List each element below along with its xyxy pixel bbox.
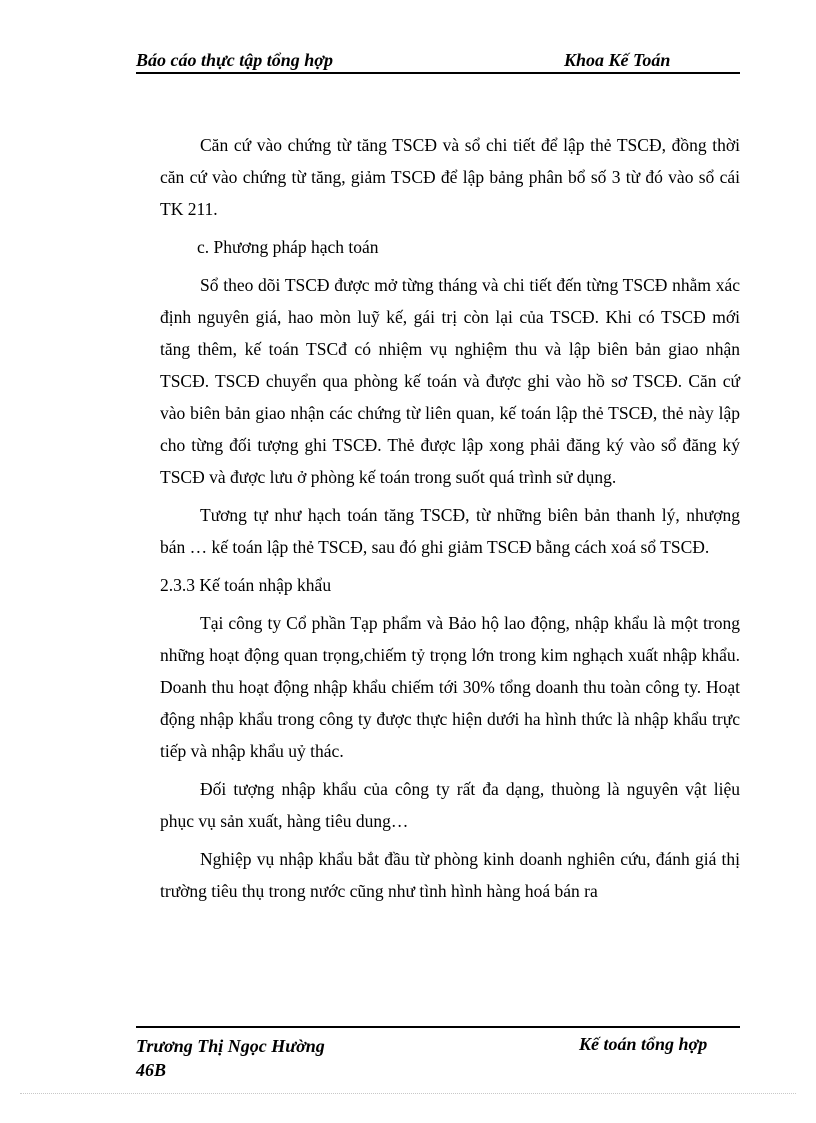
header-faculty: Khoa Kế Toán [564,50,671,70]
paragraph-6: Nghiệp vụ nhập khẩu bắt đầu từ phòng kinh doanh nghiên cứu, đánh giá thị trường tiêu thụ trong nước cũng như tình hình hàng hoá bán ra [160,849,740,901]
page-header [136,48,740,74]
paragraph-1: Căn cứ vào chứng từ tăng TSCĐ và sổ chi tiết để lập thẻ TSCĐ, đồng thời căn cứ vào chứng từ tăng, giảm TSCĐ để lập bảng phân bổ số 3 từ đó vào sổ cái TK 211. [160,135,740,219]
footer-class: 46B [136,1060,167,1080]
paragraph-5: Đối tượng nhập khẩu của công ty rất đa dạng, thuòng là nguyên vật liệu phục vụ sản xuất, hàng tiêu dung… [160,779,740,831]
paragraph-2: Sổ theo dõi TSCĐ được mở từng tháng và chi tiết đến từng TSCĐ nhằm xác định nguyên giá, hao mòn luỹ kế, gái trị còn lại của TSCĐ. Khi có TSCĐ mới tăng thêm, kế toán TSCđ có nhiệm vụ nghiệm thu và lập biên bản giao nhận TSCĐ. TSCĐ chuyển qua phòng kế toán và được ghi vào hồ sơ TSCĐ. Căn cứ vào biên bản giao nhận các chứng từ liên quan, kế toán lập thẻ TSCĐ, thẻ này lập cho từng đối tượng ghi TSCĐ. Thẻ được lập xong phải đăng ký vào sổ đăng ký TSCĐ và được lưu ở phòng kế toán trong suốt quá trình sử dụng. [160,275,740,487]
footer-author: Trương Thị Ngọc Hường [136,1036,325,1056]
page-body [160,129,740,907]
footer-major: Kế toán tổng hợp [579,1034,708,1054]
header-report-title: Báo cáo thực tập tổng hợp [136,50,333,70]
page-bottom-divider [20,1093,796,1094]
footer-author-block [136,1034,325,1082]
heading-c: c. Phương pháp hạch toán [197,237,379,257]
paragraph-4: Tại công ty Cổ phần Tạp phẩm và Bảo hộ lao động, nhập khẩu là một trong những hoạt động quan trọng,chiếm tỷ trọng lớn trong kim nghạch xuất nhập khẩu. Doanh thu hoạt động nhập khẩu chiếm tới 30% tổng doanh thu toàn công ty. Hoạt động nhập khẩu trong công ty được thực hiện dưới ha hình thức là nhập khẩu trực tiếp và nhập khẩu uỷ thác. [160,613,740,761]
page-footer [136,1026,740,1080]
section-heading-2-3-3: 2.3.3 Kế toán nhập khẩu [160,575,332,595]
paragraph-3: Tương tự như hạch toán tăng TSCĐ, từ những biên bản thanh lý, nhượng bán … kế toán lập thẻ TSCĐ, sau đó ghi giảm TSCĐ bằng cách xoá sổ TSCĐ. [160,505,740,557]
